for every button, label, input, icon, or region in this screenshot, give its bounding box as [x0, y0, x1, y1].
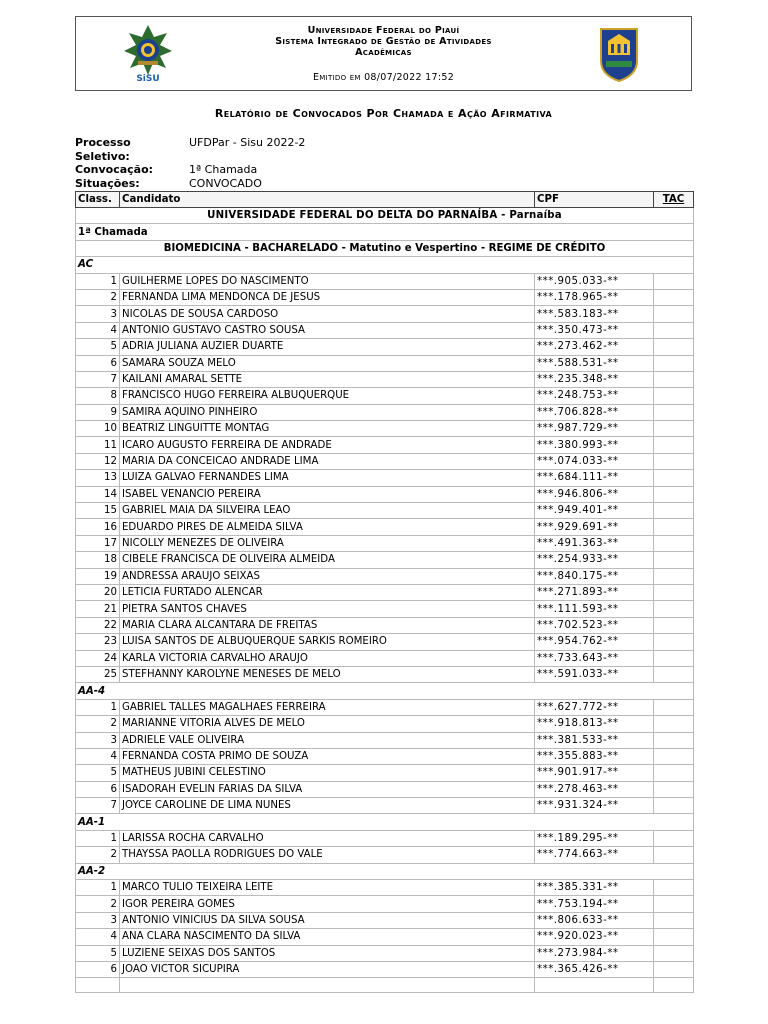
rank-cell: 2 — [76, 716, 120, 732]
cpf-cell: ***.178.965-** — [535, 289, 654, 305]
quota-group-label: AA-4 — [76, 683, 694, 699]
cpf-cell: ***.365.426-** — [535, 961, 654, 977]
rank-cell: 1 — [76, 830, 120, 846]
candidate-name-cell: ANTONIO VINICIUS DA SILVA SOUSA — [120, 912, 535, 928]
cpf-cell: ***.905.033-** — [535, 273, 654, 289]
table-row — [76, 503, 694, 519]
candidate-name-cell: ANA CLARA NASCIMENTO DA SILVA — [120, 929, 535, 945]
tac-cell — [654, 912, 694, 928]
table-row — [76, 371, 694, 387]
cpf-cell: ***.381.533-** — [535, 732, 654, 748]
cpf-cell: ***.684.111-** — [535, 470, 654, 486]
cpf-cell: ***.591.033-** — [535, 666, 654, 682]
candidate-name-cell: LUIZA GALVAO FERNANDES LIMA — [120, 470, 535, 486]
candidate-name-cell: ADRIA JULIANA AUZIER DUARTE — [120, 339, 535, 355]
cpf-cell: ***.901.917-** — [535, 765, 654, 781]
cpf-cell: ***.355.883-** — [535, 748, 654, 764]
table-row — [76, 404, 694, 420]
quota-group-row — [76, 814, 694, 830]
tac-cell — [654, 650, 694, 666]
cpf-cell: ***.627.772-** — [535, 699, 654, 715]
candidate-name-cell: LARISSA ROCHA CARVALHO — [120, 830, 535, 846]
column-header-cpf: CPF — [535, 192, 654, 208]
rank-cell: 3 — [76, 732, 120, 748]
column-header-tac: TAC — [654, 192, 694, 208]
tac-cell — [654, 830, 694, 846]
quota-group-row — [76, 863, 694, 879]
call-row: 1ª Chamada — [76, 224, 694, 240]
cpf-cell: ***.929.691-** — [535, 519, 654, 535]
candidate-name-cell: NICOLAS DE SOUSA CARDOSO — [120, 306, 535, 322]
filter-process: Processo Seletivo: UFDPar - Sisu 2022-2 — [75, 136, 306, 163]
cpf-cell: ***.350.473-** — [535, 322, 654, 338]
tac-cell — [654, 617, 694, 633]
rank-cell: 1 — [76, 699, 120, 715]
candidate-name-cell: SAMIRA AQUINO PINHEIRO — [120, 404, 535, 420]
rank-cell: 6 — [76, 961, 120, 977]
rank-cell: 4 — [76, 322, 120, 338]
rank-cell: 4 — [76, 929, 120, 945]
table-row — [76, 273, 694, 289]
table-row — [76, 847, 694, 863]
table-row — [76, 535, 694, 551]
table-row — [76, 699, 694, 715]
rank-cell: 2 — [76, 896, 120, 912]
cpf-cell: ***.583.183-** — [535, 306, 654, 322]
rank-cell: 2 — [76, 289, 120, 305]
tac-cell — [654, 765, 694, 781]
table-row — [76, 453, 694, 469]
quota-group-label: AC — [76, 257, 694, 273]
rank-cell: 11 — [76, 437, 120, 453]
report-filters — [75, 136, 305, 190]
table-row — [76, 634, 694, 650]
candidate-name-cell: GUILHERME LOPES DO NASCIMENTO — [120, 273, 535, 289]
table-row — [76, 584, 694, 600]
rank-cell: 4 — [76, 748, 120, 764]
cpf-cell: ***.840.175-** — [535, 568, 654, 584]
rank-cell: 24 — [76, 650, 120, 666]
table-row — [76, 896, 694, 912]
quota-group-row — [76, 683, 694, 699]
candidate-name-cell: NICOLLY MENEZES DE OLIVEIRA — [120, 535, 535, 551]
tac-cell — [654, 716, 694, 732]
rank-cell: 20 — [76, 584, 120, 600]
table-row — [76, 355, 694, 371]
tac-cell — [654, 273, 694, 289]
cpf-cell: ***.385.331-** — [535, 880, 654, 896]
cpf-cell: ***.987.729-** — [535, 421, 654, 437]
table-row — [76, 781, 694, 797]
cpf-cell: ***.111.593-** — [535, 601, 654, 617]
table-row — [76, 912, 694, 928]
cpf-cell: ***.271.893-** — [535, 584, 654, 600]
candidate-name-cell: ADRIELE VALE OLIVEIRA — [120, 732, 535, 748]
tac-cell — [654, 568, 694, 584]
table-row — [76, 748, 694, 764]
tac-cell — [654, 896, 694, 912]
rank-cell: 8 — [76, 388, 120, 404]
candidate-name-cell: CIBELE FRANCISCA DE OLIVEIRA ALMEIDA — [120, 552, 535, 568]
table-row — [76, 306, 694, 322]
table-row — [76, 945, 694, 961]
tac-cell — [654, 519, 694, 535]
tac-cell — [654, 388, 694, 404]
rank-cell: 5 — [76, 339, 120, 355]
column-header-candidate: Candidato — [120, 192, 535, 208]
rank-cell: 9 — [76, 404, 120, 420]
rank-cell: 6 — [76, 781, 120, 797]
rank-cell: 3 — [76, 912, 120, 928]
table-row — [76, 716, 694, 732]
table-row — [76, 322, 694, 338]
rank-cell: 17 — [76, 535, 120, 551]
tac-cell — [654, 437, 694, 453]
tac-cell — [654, 322, 694, 338]
table-row — [76, 732, 694, 748]
empty-cell — [654, 978, 694, 993]
tac-cell — [654, 601, 694, 617]
candidate-name-cell: GABRIEL MAIA DA SILVEIRA LEAO — [120, 503, 535, 519]
cpf-cell: ***.806.633-** — [535, 912, 654, 928]
tac-cell — [654, 666, 694, 682]
candidate-name-cell: MATHEUS JUBINI CELESTINO — [120, 765, 535, 781]
cpf-cell: ***.278.463-** — [535, 781, 654, 797]
table-row — [76, 421, 694, 437]
tac-cell — [654, 453, 694, 469]
candidate-name-cell: MARIA DA CONCEICAO ANDRADE LIMA — [120, 453, 535, 469]
ufpi-shield-logo — [598, 23, 640, 83]
candidate-name-cell: ICARO AUGUSTO FERREIRA DE ANDRADE — [120, 437, 535, 453]
rank-cell: 14 — [76, 486, 120, 502]
cpf-cell: ***.753.194-** — [535, 896, 654, 912]
candidate-name-cell: JOYCE CAROLINE DE LIMA NUNES — [120, 798, 535, 814]
tac-cell — [654, 699, 694, 715]
cpf-cell: ***.074.033-** — [535, 453, 654, 469]
candidates-table — [75, 191, 694, 993]
table-row — [76, 519, 694, 535]
candidate-name-cell: MARCO TULIO TEIXEIRA LEITE — [120, 880, 535, 896]
rank-cell: 7 — [76, 371, 120, 387]
filter-call: Convocação: 1ª Chamada — [75, 163, 258, 176]
candidate-name-cell: STEFHANNY KAROLYNE MENESES DE MELO — [120, 666, 535, 682]
tac-cell — [654, 945, 694, 961]
candidate-name-cell: LUISA SANTOS DE ALBUQUERQUE SARKIS ROMEIRO — [120, 634, 535, 650]
candidate-name-cell: JOAO VICTOR SICUPIRA — [120, 961, 535, 977]
rank-cell: 3 — [76, 306, 120, 322]
rank-cell: 10 — [76, 421, 120, 437]
rank-cell: 6 — [76, 355, 120, 371]
tac-cell — [654, 584, 694, 600]
cpf-cell: ***.273.984-** — [535, 945, 654, 961]
tac-cell — [654, 929, 694, 945]
tac-cell — [654, 371, 694, 387]
table-row — [76, 880, 694, 896]
report-header — [75, 16, 692, 91]
cpf-cell: ***.235.348-** — [535, 371, 654, 387]
tac-cell — [654, 748, 694, 764]
cpf-cell: ***.918.813-** — [535, 716, 654, 732]
quota-group-label: AA-1 — [76, 814, 694, 830]
candidate-name-cell: THAYSSA PAOLLA RODRIGUES DO VALE — [120, 847, 535, 863]
table-row — [76, 568, 694, 584]
tac-cell — [654, 781, 694, 797]
tac-cell — [654, 880, 694, 896]
table-row — [76, 798, 694, 814]
candidate-name-cell: FRANCISCO HUGO FERREIRA ALBUQUERQUE — [120, 388, 535, 404]
cpf-cell: ***.588.531-** — [535, 355, 654, 371]
cpf-cell: ***.254.933-** — [535, 552, 654, 568]
rank-cell: 18 — [76, 552, 120, 568]
candidate-name-cell: MARIANNE VITORIA ALVES DE MELO — [120, 716, 535, 732]
tac-cell — [654, 503, 694, 519]
table-row — [76, 470, 694, 486]
cpf-cell: ***.931.324-** — [535, 798, 654, 814]
empty-cell — [120, 978, 535, 993]
candidate-name-cell: LETICIA FURTADO ALENCAR — [120, 584, 535, 600]
candidate-name-cell: KARLA VICTORIA CARVALHO ARAUJO — [120, 650, 535, 666]
table-row — [76, 437, 694, 453]
table-row — [76, 961, 694, 977]
empty-cell — [76, 978, 120, 993]
table-row — [76, 339, 694, 355]
cpf-cell: ***.954.762-** — [535, 634, 654, 650]
emission-date: Emitido em 08/07/2022 17:52 — [312, 72, 455, 83]
candidate-name-cell: GABRIEL TALLES MAGALHAES FERREIRA — [120, 699, 535, 715]
tac-cell — [654, 470, 694, 486]
empty-row — [76, 978, 694, 993]
candidate-name-cell: ANTONIO GUSTAVO CASTRO SOUSA — [120, 322, 535, 338]
rank-cell: 22 — [76, 617, 120, 633]
cpf-cell: ***.189.295-** — [535, 830, 654, 846]
tac-cell — [654, 306, 694, 322]
tac-cell — [654, 289, 694, 305]
column-header-class: Class. — [76, 192, 120, 208]
cpf-cell: ***.949.401-** — [535, 503, 654, 519]
cpf-cell: ***.946.806-** — [535, 486, 654, 502]
table-row — [76, 765, 694, 781]
course-row: BIOMEDICINA - BACHARELADO - Matutino e Vespertino - REGIME DE CRÉDITO — [76, 240, 694, 256]
tac-cell — [654, 421, 694, 437]
empty-cell — [535, 978, 654, 993]
cpf-cell: ***.920.023-** — [535, 929, 654, 945]
tac-cell — [654, 961, 694, 977]
rank-cell: 1 — [76, 273, 120, 289]
tac-cell — [654, 404, 694, 420]
cpf-cell: ***.702.523-** — [535, 617, 654, 633]
candidate-name-cell: LUZIENE SEIXAS DOS SANTOS — [120, 945, 535, 961]
table-row — [76, 929, 694, 945]
tac-cell — [654, 486, 694, 502]
candidate-name-cell: PIETRA SANTOS CHAVES — [120, 601, 535, 617]
rank-cell: 25 — [76, 666, 120, 682]
quota-group-label: AA-2 — [76, 863, 694, 879]
table-row — [76, 388, 694, 404]
candidate-name-cell: KAILANI AMARAL SETTE — [120, 371, 535, 387]
tac-cell — [654, 634, 694, 650]
rank-cell: 23 — [76, 634, 120, 650]
cpf-cell: ***.248.753-** — [535, 388, 654, 404]
tac-cell — [654, 535, 694, 551]
tac-cell — [654, 355, 694, 371]
rank-cell: 13 — [76, 470, 120, 486]
candidate-name-cell: SAMARA SOUZA MELO — [120, 355, 535, 371]
rank-cell: 2 — [76, 847, 120, 863]
candidate-name-cell: ISABEL VENANCIO PEREIRA — [120, 486, 535, 502]
cpf-cell: ***.733.643-** — [535, 650, 654, 666]
table-row — [76, 486, 694, 502]
university-row: UNIVERSIDADE FEDERAL DO DELTA DO PARNAÍBA - Parnaíba — [76, 208, 694, 224]
rank-cell: 7 — [76, 798, 120, 814]
institution-title: Universidade Federal do Piauí Sistema Integrado de Gestão de Atividades Acadêmicas — [275, 25, 492, 58]
svg-text:SiSU: SiSU — [136, 74, 160, 84]
rank-cell: 5 — [76, 765, 120, 781]
rank-cell: 19 — [76, 568, 120, 584]
candidate-name-cell: IGOR PEREIRA GOMES — [120, 896, 535, 912]
table-header-row — [76, 192, 694, 208]
table-row — [76, 650, 694, 666]
candidate-name-cell: ISADORAH EVELIN FARIAS DA SILVA — [120, 781, 535, 797]
candidate-name-cell: FERNANDA LIMA MENDONCA DE JESUS — [120, 289, 535, 305]
rank-cell: 16 — [76, 519, 120, 535]
candidate-name-cell: FERNANDA COSTA PRIMO DE SOUZA — [120, 748, 535, 764]
candidate-name-cell: MARIA CLARA ALCANTARA DE FREITAS — [120, 617, 535, 633]
candidate-name-cell: ANDRESSA ARAUJO SEIXAS — [120, 568, 535, 584]
tac-cell — [654, 798, 694, 814]
tac-cell — [654, 552, 694, 568]
table-row — [76, 601, 694, 617]
candidate-name-cell: EDUARDO PIRES DE ALMEIDA SILVA — [120, 519, 535, 535]
cpf-cell: ***.706.828-** — [535, 404, 654, 420]
table-row — [76, 830, 694, 846]
candidate-name-cell: BEATRIZ LINGUITTE MONTAG — [120, 421, 535, 437]
cpf-cell: ***.491.363-** — [535, 535, 654, 551]
table-row — [76, 289, 694, 305]
report-title: Relatório de Convocados Por Chamada e Ação Afirmativa — [214, 107, 553, 120]
table-row — [76, 552, 694, 568]
table-row — [76, 666, 694, 682]
rank-cell: 12 — [76, 453, 120, 469]
rank-cell: 5 — [76, 945, 120, 961]
tac-cell — [654, 339, 694, 355]
cpf-cell: ***.273.462-** — [535, 339, 654, 355]
tac-cell — [654, 732, 694, 748]
cpf-cell: ***.380.993-** — [535, 437, 654, 453]
rank-cell: 1 — [76, 880, 120, 896]
rank-cell: 15 — [76, 503, 120, 519]
tac-cell — [654, 847, 694, 863]
table-row — [76, 617, 694, 633]
rank-cell: 21 — [76, 601, 120, 617]
filter-status: Situações: CONVOCADO — [75, 176, 262, 190]
quota-group-row — [76, 257, 694, 273]
cpf-cell: ***.774.663-** — [535, 847, 654, 863]
